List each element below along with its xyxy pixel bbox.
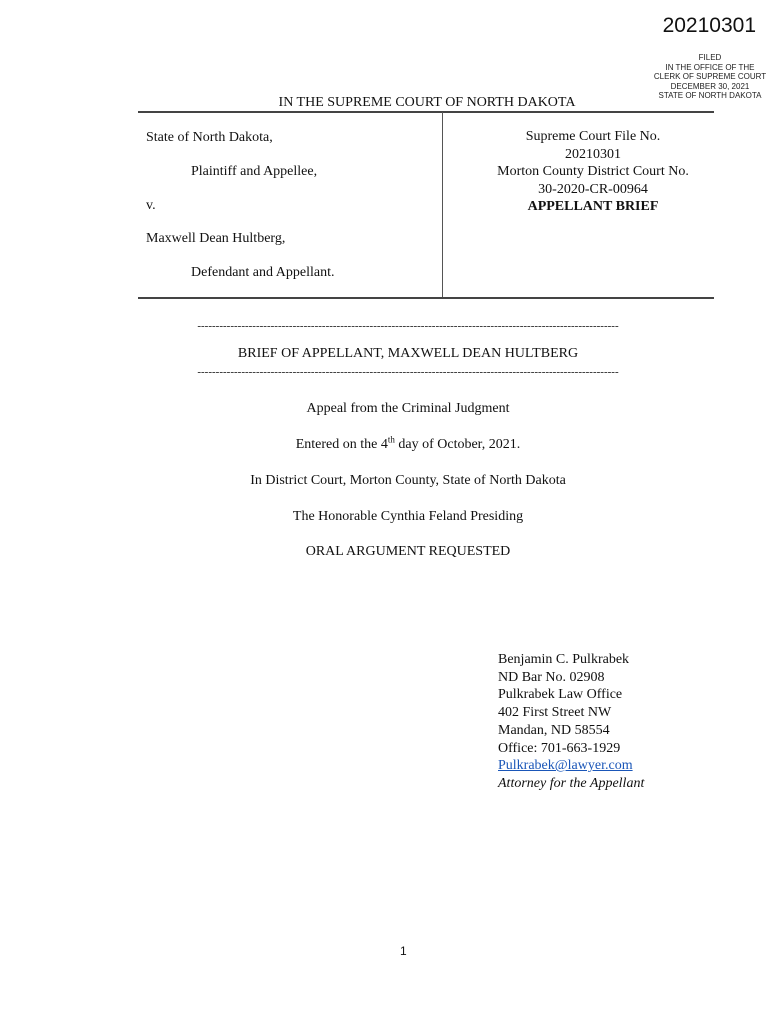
entered-sup: th xyxy=(387,434,395,445)
entered-prefix: Entered on the 4 xyxy=(295,437,388,452)
attorney-city: Mandan, ND 58554 xyxy=(498,722,610,738)
doc-type: APPELLANT BRIEF xyxy=(527,199,659,215)
attorney-name: Benjamin C. Pulkrabek xyxy=(498,652,630,667)
oral-argument-line: ORAL ARGUMENT REQUESTED xyxy=(305,544,511,559)
stamp-line: IN THE OFFICE OF THE xyxy=(665,62,755,72)
dash-rule-bottom: ------------------------------------------------------------------------------------------------------------------- xyxy=(197,366,619,378)
brief-title: BRIEF OF APPELLANT, MAXWELL DEAN HULTBERG xyxy=(237,346,579,361)
attorney-bar: ND Bar No. 02908 xyxy=(498,669,605,685)
filing-stamp xyxy=(652,53,768,101)
attorney-phone: Office: 701-663-1929 xyxy=(498,740,621,756)
versus: v. xyxy=(146,198,156,213)
attorney-block xyxy=(498,651,644,793)
filing-number: 20210301 xyxy=(662,14,756,37)
caption-case-info xyxy=(450,128,736,216)
party-defendant: Maxwell Dean Hultberg, xyxy=(146,231,286,246)
stamp-line: DECEMBER 30, 2021 xyxy=(670,81,750,91)
district-number: 30-2020-CR-00964 xyxy=(538,181,648,197)
party-plaintiff: State of North Dakota, xyxy=(146,130,273,145)
attorney-street: 402 First Street NW xyxy=(498,705,612,721)
party-plaintiff-role: Plaintiff and Appellee, xyxy=(191,164,318,179)
court-title: IN THE SUPREME COURT OF NORTH DAKOTA xyxy=(278,95,576,110)
file-number: 20210301 xyxy=(565,146,621,162)
dash-rule-top: ------------------------------------------------------------------------------------------------------------------- xyxy=(197,320,619,332)
judge-line: The Honorable Cynthia Feland Presiding xyxy=(292,509,524,524)
stamp-line: FILED xyxy=(698,53,722,62)
appeal-line: Appeal from the Criminal Judgment xyxy=(306,401,510,416)
caption-divider xyxy=(442,112,443,297)
page-number: 1 xyxy=(400,944,407,958)
entered-line xyxy=(138,434,678,453)
attorney-email-link[interactable]: Pulkrabek@lawyer.com xyxy=(498,758,633,774)
attorney-office: Pulkrabek Law Office xyxy=(498,687,623,703)
stamp-line: CLERK OF SUPREME COURT xyxy=(653,72,767,81)
caption-top-rule xyxy=(138,111,714,113)
file-label: Supreme Court File No. xyxy=(525,129,661,144)
district-court-line: In District Court, Morton County, State of North Dakota xyxy=(250,473,566,488)
district-label: Morton County District Court No. xyxy=(497,164,689,180)
stamp-line: STATE OF NORTH DAKOTA xyxy=(658,91,762,100)
entered-suffix: day of October, 2021. xyxy=(394,437,521,452)
attorney-role: Attorney for the Appellant xyxy=(498,775,645,791)
party-defendant-role: Defendant and Appellant. xyxy=(191,265,335,280)
caption-bottom-rule xyxy=(138,297,714,299)
